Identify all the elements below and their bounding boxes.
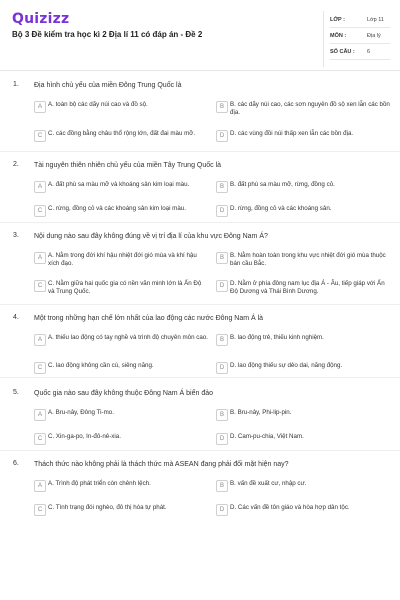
question-number: 3.	[13, 232, 19, 239]
option-text: B. Nằm hoàn toàn trong khu vực nhiệt đới gió mùa thuộc bán cầu Bắc.	[230, 252, 386, 267]
option-text: B. lao động trẻ, thiếu kinh nghiệm.	[230, 334, 324, 341]
option-letter-box: A	[34, 101, 46, 113]
option-text: D. lao động thiếu sự dẻo dai, năng động.	[230, 362, 343, 369]
option-letter-box: D	[216, 504, 228, 516]
option-letter-box: C	[34, 433, 46, 445]
option-text: C. Xin-ga-po, In-đô-nê-xia.	[48, 433, 121, 440]
header-divider	[0, 70, 400, 71]
option-text: C. Nằm giữa hai quốc gia có nền văn minh lớn là Ấn Độ và Trung Quốc.	[48, 280, 202, 295]
option-d[interactable]	[216, 361, 391, 381]
question-text: Thách thức nào không phải là thách thức mà ASEAN đang phải đối mặt hiện nay?	[34, 461, 289, 468]
option-d[interactable]	[216, 129, 391, 149]
option-b[interactable]	[216, 251, 391, 271]
option-a[interactable]	[34, 180, 209, 200]
info-label: LỚP :	[330, 17, 345, 23]
question-divider	[0, 304, 400, 305]
option-c[interactable]	[34, 204, 209, 224]
option-text: D. Các vấn đề tôn giáo và hòa hợp dân tộc.	[230, 504, 350, 511]
quizizz-logo: Quizizz	[12, 11, 70, 27]
question-divider	[0, 377, 400, 378]
option-text: A. Trình độ phát triển còn chênh lệch.	[48, 480, 151, 487]
question-divider	[0, 222, 400, 223]
option-text: C. rừng, đồng cỏ và các khoáng sản kim loại màu.	[48, 205, 186, 212]
option-letter-box: A	[34, 409, 46, 421]
option-c[interactable]	[34, 279, 209, 299]
option-a[interactable]	[34, 479, 209, 499]
option-letter-box: D	[216, 205, 228, 217]
option-a[interactable]	[34, 408, 209, 428]
option-letter-box: B	[216, 181, 228, 193]
info-value: Địa lý	[367, 33, 381, 39]
question-number: 2.	[13, 161, 19, 168]
option-a[interactable]	[34, 100, 209, 120]
option-b[interactable]	[216, 100, 391, 120]
option-letter-box: A	[34, 480, 46, 492]
option-c[interactable]	[34, 361, 209, 381]
option-text: B. Bru-nây, Phi-lip-pin.	[230, 409, 292, 416]
option-letter-box: C	[34, 205, 46, 217]
info-label: MÔN :	[330, 33, 347, 39]
question-text: Quốc gia nào sau đây không thuộc Đông Nam Á biển đảo	[34, 390, 214, 397]
option-d[interactable]	[216, 279, 391, 299]
worksheet-header	[0, 0, 400, 62]
info-label: SỐ CÂU :	[330, 49, 355, 55]
question-divider	[0, 450, 400, 451]
option-d[interactable]	[216, 503, 391, 523]
option-text: B. vấn đề xuất cư, nhập cư.	[230, 480, 307, 487]
option-letter-box: D	[216, 130, 228, 142]
option-letter-box: B	[216, 480, 228, 492]
divider	[330, 27, 390, 28]
option-letter-box: B	[216, 409, 228, 421]
divider	[330, 43, 390, 44]
option-b[interactable]	[216, 333, 391, 353]
option-letter-box: C	[34, 280, 46, 292]
question-text: Địa hình chủ yếu của miền Đông Trung Quốc là	[34, 82, 182, 89]
option-d[interactable]	[216, 204, 391, 224]
option-letter-box: A	[34, 181, 46, 193]
option-a[interactable]	[34, 251, 209, 271]
option-text: B. các dãy núi cao, các sơn nguyên đồ sộ xen lẫn các bồn địa.	[230, 101, 390, 116]
question-number: 5.	[13, 389, 19, 396]
option-c[interactable]	[34, 432, 209, 452]
option-text: D. rừng, đồng cỏ và các khoáng sản.	[230, 205, 332, 212]
option-text: A. thiếu lao động có tay nghề và trình độ chuyên môn cao.	[48, 334, 208, 341]
option-c[interactable]	[34, 503, 209, 523]
option-text: C. lao động không cần cù, siêng năng.	[48, 362, 154, 369]
option-letter-box: D	[216, 280, 228, 292]
option-b[interactable]	[216, 408, 391, 428]
option-b[interactable]	[216, 180, 391, 200]
option-letter-box: C	[34, 130, 46, 142]
worksheet-title: Bộ 3 Đề kiểm tra học kì 2 Địa lí 11 có đáp án - Đề 2	[12, 30, 203, 39]
question-text: Một trong những hạn chế lớn nhất của lao động các nước Đông Nam Á là	[34, 315, 264, 322]
info-value: Lớp 11	[367, 17, 384, 23]
option-text: A. Nằm trong đới khí hậu nhiệt đới gió mùa và khí hậu xích đạo.	[48, 252, 197, 267]
option-letter-box: D	[216, 362, 228, 374]
option-letter-box: B	[216, 101, 228, 113]
question-divider	[0, 151, 400, 152]
divider	[330, 59, 390, 60]
option-text: C. các đồng bằng châu thổ rộng lớn, đất đai màu mỡ.	[48, 130, 196, 137]
question-number: 6.	[13, 460, 19, 467]
option-letter-box: B	[216, 334, 228, 346]
option-letter-box: D	[216, 433, 228, 445]
option-b[interactable]	[216, 479, 391, 499]
option-text: D. Nằm ở phía đông nam lục địa Á - Âu, tiếp giáp với Ấn Độ Dương và Thái Bình Dương.	[230, 280, 385, 295]
question-number: 1.	[13, 81, 19, 88]
option-text: A. đất phù sa màu mỡ và khoáng sản kim loại màu.	[48, 181, 190, 188]
option-text: A. toàn bộ các dãy núi cao và đồ sộ.	[48, 101, 148, 108]
option-a[interactable]	[34, 333, 209, 353]
option-text: D. các vùng đồi núi thấp xen lẫn các bồn địa.	[230, 130, 354, 137]
option-letter-box: C	[34, 362, 46, 374]
question-text: Nội dung nào sau đây không đúng về vị trí địa lí của khu vực Đông Nam Á?	[34, 233, 268, 240]
info-value: 6	[367, 49, 371, 55]
option-text: B. đất phù sa màu mỡ, rừng, đồng cỏ.	[230, 181, 335, 188]
option-text: D. Cam-pu-chia, Việt Nam.	[230, 433, 304, 440]
option-d[interactable]	[216, 432, 391, 452]
option-text: A. Bru-nây, Đông Ti-mo.	[48, 409, 114, 416]
question-number: 4.	[13, 314, 19, 321]
option-c[interactable]	[34, 129, 209, 149]
option-letter-box: B	[216, 252, 228, 264]
option-letter-box: A	[34, 334, 46, 346]
option-letter-box: A	[34, 252, 46, 264]
worksheet-info-panel	[323, 11, 391, 67]
question-text: Tài nguyên thiên nhiên chủ yếu của miền Tây Trung Quốc là	[34, 162, 222, 169]
option-text: C. Tình trạng đói nghèo, đô thị hóa tự phát.	[48, 504, 167, 511]
option-letter-box: C	[34, 504, 46, 516]
